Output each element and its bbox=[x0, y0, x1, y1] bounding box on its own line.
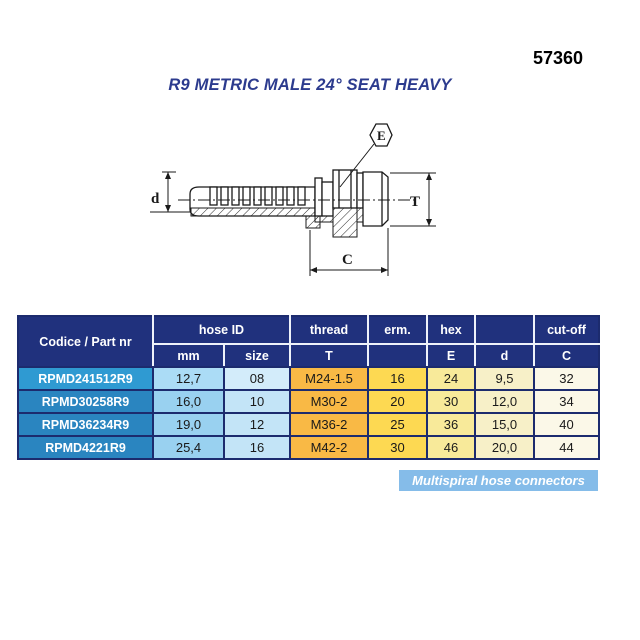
header-mm: mm bbox=[153, 344, 224, 367]
shank-wall-hatch bbox=[191, 208, 315, 216]
cell-erm: 16 bbox=[368, 367, 427, 390]
cell-size: 12 bbox=[224, 413, 290, 436]
cell-mm: 16,0 bbox=[153, 390, 224, 413]
header-hose-id: hose ID bbox=[153, 316, 290, 344]
cell-cutoff-c: 44 bbox=[534, 436, 599, 459]
barb-ridges bbox=[210, 187, 305, 205]
cell-hex-e: 36 bbox=[427, 413, 475, 436]
cell-size: 08 bbox=[224, 367, 290, 390]
cell-d: 9,5 bbox=[475, 367, 534, 390]
dimension-d bbox=[150, 172, 191, 212]
hex-nut bbox=[333, 170, 357, 208]
cell-part-nr: RPMD30258R9 bbox=[18, 390, 153, 413]
header-hex: hex bbox=[427, 316, 475, 344]
header-thread: thread bbox=[290, 316, 368, 344]
cell-cutoff-c: 40 bbox=[534, 413, 599, 436]
header-size: size bbox=[224, 344, 290, 367]
header-T: T bbox=[290, 344, 368, 367]
cell-mm: 25,4 bbox=[153, 436, 224, 459]
cell-size: 16 bbox=[224, 436, 290, 459]
technical-drawing bbox=[128, 110, 448, 295]
cell-thread: M36-2 bbox=[290, 413, 368, 436]
cell-d: 20,0 bbox=[475, 436, 534, 459]
cell-hex-e: 24 bbox=[427, 367, 475, 390]
header-E: E bbox=[427, 344, 475, 367]
dim-label-C: C bbox=[342, 252, 353, 268]
cell-mm: 19,0 bbox=[153, 413, 224, 436]
dimension-T bbox=[390, 173, 436, 226]
table-row bbox=[18, 436, 599, 459]
cell-d: 15,0 bbox=[475, 413, 534, 436]
cell-thread: M24-1.5 bbox=[290, 367, 368, 390]
header-row-1 bbox=[18, 316, 599, 344]
dim-label-d: d bbox=[151, 191, 160, 207]
cell-mm: 12,7 bbox=[153, 367, 224, 390]
cell-cutoff-c: 32 bbox=[534, 367, 599, 390]
cell-thread: M30-2 bbox=[290, 390, 368, 413]
step-hatch bbox=[357, 208, 363, 222]
cell-erm: 25 bbox=[368, 413, 427, 436]
table-row bbox=[18, 367, 599, 390]
cell-part-nr: RPMD36234R9 bbox=[18, 413, 153, 436]
male-thread bbox=[363, 172, 388, 226]
cell-erm: 30 bbox=[368, 436, 427, 459]
dim-label-E: E bbox=[377, 128, 386, 143]
cell-thread: M42-2 bbox=[290, 436, 368, 459]
cell-part-nr: RPMD4221R9 bbox=[18, 436, 153, 459]
header-d: d bbox=[475, 344, 534, 367]
cell-part-nr: RPMD241512R9 bbox=[18, 367, 153, 390]
collar bbox=[322, 182, 333, 216]
cell-d: 12,0 bbox=[475, 390, 534, 413]
cell-cutoff-c: 34 bbox=[534, 390, 599, 413]
nut-step bbox=[357, 173, 363, 208]
page-title: R9 METRIC MALE 24° SEAT HEAVY bbox=[168, 76, 452, 94]
parts-table bbox=[17, 315, 600, 460]
table-row bbox=[18, 390, 599, 413]
collar-step bbox=[315, 178, 322, 216]
cell-hex-e: 46 bbox=[427, 436, 475, 459]
table-row bbox=[18, 413, 599, 436]
cell-size: 10 bbox=[224, 390, 290, 413]
doc-number: 57360 bbox=[532, 48, 584, 68]
footer-badge: Multispiral hose connectors bbox=[399, 470, 598, 491]
dim-label-T: T bbox=[410, 194, 421, 210]
header-blank bbox=[475, 316, 534, 344]
header-erm: erm. bbox=[368, 316, 427, 344]
header-cutoff: cut-off bbox=[534, 316, 599, 344]
header-C: C bbox=[534, 344, 599, 367]
header-blank-2 bbox=[368, 344, 427, 367]
fitting-outline bbox=[178, 170, 415, 237]
cell-hex-e: 30 bbox=[427, 390, 475, 413]
nut-hatch bbox=[333, 208, 357, 237]
header-part-nr: Codice / Part nr bbox=[18, 316, 153, 367]
cell-erm: 20 bbox=[368, 390, 427, 413]
